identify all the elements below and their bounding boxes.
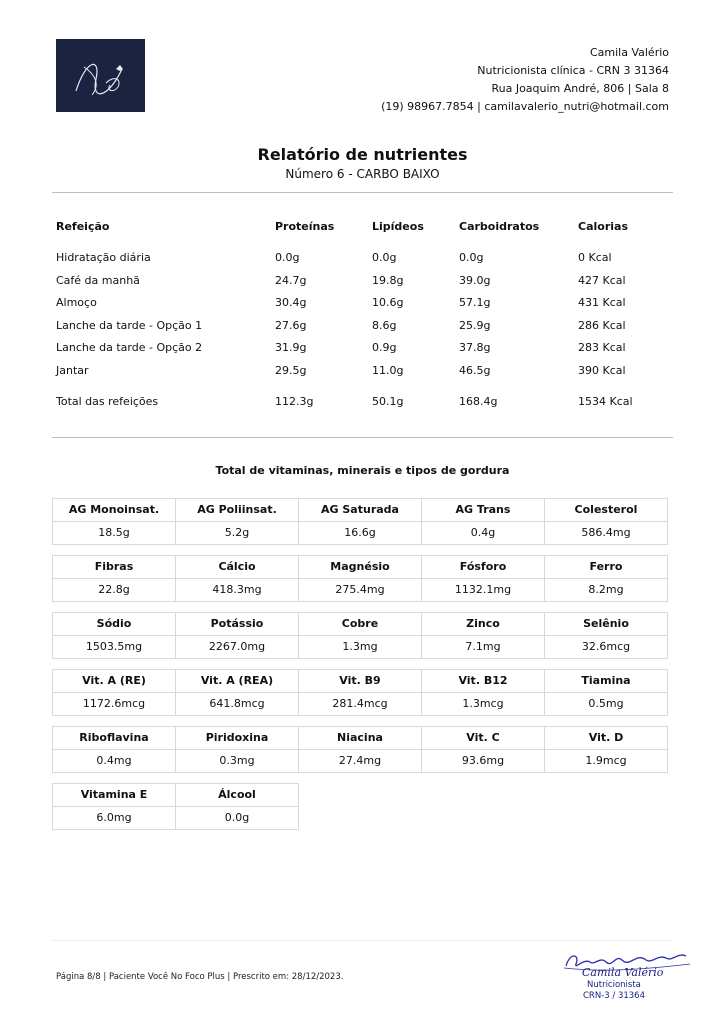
nutrient-value: 1.3mg: [342, 640, 378, 653]
practitioner-contact: (19) 98967.7854 | camilavalerio_nutri@hotmail.com: [381, 100, 669, 113]
nutrient-cell: [421, 726, 545, 773]
nutrient-cell: [175, 555, 299, 602]
meal-value: 0.9g: [372, 341, 397, 354]
nutrient-label: Vitamina E: [53, 784, 175, 807]
meals-table-header: [56, 220, 676, 251]
nutrient-cell: [298, 726, 422, 773]
meal-value: 431 Kcal: [578, 296, 626, 309]
nutrient-value: 16.6g: [344, 526, 376, 539]
nutrient-value: 1172.6mcg: [82, 697, 146, 710]
nutrient-value: 18.5g: [98, 526, 130, 539]
nutrient-cell: [544, 555, 668, 602]
divider: [52, 437, 673, 438]
nutrient-label: Vit. D: [545, 727, 667, 750]
nutrient-cell: [52, 555, 176, 602]
nutrient-value: 0.3mg: [219, 754, 255, 767]
nutrient-block: [52, 612, 673, 659]
practitioner-address: Rua Joaquim André, 806 | Sala 8: [491, 82, 669, 95]
meal-value: 37.8g: [459, 341, 491, 354]
signature-name: Camila Valério: [582, 966, 664, 979]
total-cell: Total das refeições: [56, 395, 159, 408]
meals-total-row: [56, 395, 676, 418]
nutrient-label: Fibras: [53, 556, 175, 579]
meal-value: 39.0g: [459, 273, 491, 287]
nutrient-label: AG Monoinsat.: [53, 499, 175, 522]
signature-crn: CRN-3 / 31364: [583, 991, 645, 1001]
meal-value: 57.1g: [459, 296, 491, 309]
practitioner-name: Camila Valério: [589, 46, 669, 59]
report-subtitle: Número 6 - CARBO BAIXO: [285, 167, 440, 181]
nutrient-label: Vit. A (RE): [53, 670, 175, 693]
column-header: Lipídeos: [372, 220, 424, 233]
nutrient-value: 32.6mcg: [581, 640, 631, 653]
meal-value: 27.6g: [275, 318, 307, 332]
nutrient-label: Sódio: [53, 613, 175, 636]
nutrient-cell: [52, 783, 176, 830]
column-header: Refeição: [56, 220, 110, 233]
nutrient-cell: [175, 669, 299, 716]
meal-row: [56, 274, 676, 297]
nutrient-cell: [175, 726, 299, 773]
nutrient-block: [52, 783, 673, 830]
nutrient-label: Niacina: [299, 727, 421, 750]
logo-monogram-icon: [56, 39, 145, 112]
nutrient-value: 1132.1mg: [454, 583, 512, 596]
nutrient-block: [52, 498, 673, 545]
nutrient-cell: [298, 498, 422, 545]
practitioner-header: [381, 44, 669, 116]
page-footer: Página 8/8 | Paciente Você No Foco Plus | Prescrito em: 28/12/2023.: [56, 972, 344, 982]
meal-value: 8.6g: [372, 318, 397, 332]
meal-value: 19.8g: [372, 273, 404, 287]
nutrient-value: 1.9mcg: [585, 754, 627, 767]
meal-value: 283 Kcal: [578, 341, 626, 354]
nutrient-label: Zinco: [422, 613, 544, 636]
meal-value: 0.0g: [372, 251, 397, 264]
column-header: Carboidratos: [459, 220, 540, 233]
meal-value: 10.6g: [372, 296, 404, 309]
nutrient-value: 7.1mg: [465, 640, 501, 653]
nutrient-value: 27.4mg: [338, 754, 382, 767]
meal-value: 46.5g: [459, 363, 491, 377]
total-cell: 50.1g: [372, 395, 404, 408]
signature-stamp: [560, 946, 700, 1004]
meal-value: 0.0g: [275, 251, 300, 264]
nutrient-value: 0.4g: [470, 526, 496, 539]
nutrient-label: Vit. B9: [299, 670, 421, 693]
divider: [52, 192, 673, 193]
total-cell: 112.3g: [275, 395, 314, 408]
meal-row: [56, 341, 676, 364]
meal-name: Almoço: [56, 296, 97, 309]
nutrient-label: Colesterol: [545, 499, 667, 522]
meal-row: [56, 251, 676, 274]
meal-value: 29.5g: [275, 363, 307, 377]
nutrient-label: AG Saturada: [299, 499, 421, 522]
meal-row: [56, 319, 676, 342]
nutrient-label: Álcool: [176, 784, 298, 807]
nutrient-value: 0.4mg: [96, 754, 132, 767]
nutrient-value: 6.0mg: [96, 811, 132, 824]
brand-logo: [56, 39, 145, 112]
column-header: Calorias: [578, 220, 628, 233]
nutrient-cell: [421, 555, 545, 602]
meal-name: Café da manhã: [56, 273, 140, 287]
nutrient-cell: [298, 612, 422, 659]
meal-value: 24.7g: [275, 273, 307, 287]
meal-row: [56, 296, 676, 319]
meal-value: 286 Kcal: [578, 318, 626, 332]
nutrient-value: 1503.5mg: [85, 640, 143, 653]
nutrient-cell: [421, 669, 545, 716]
nutrient-label: Selênio: [545, 613, 667, 636]
meal-value: 25.9g: [459, 318, 491, 332]
nutrient-label: Vit. C: [422, 727, 544, 750]
nutrient-value: 1.3mcg: [462, 697, 504, 710]
nutrient-cell: [298, 555, 422, 602]
meal-row: [56, 364, 676, 387]
total-cell: 168.4g: [459, 395, 498, 408]
nutrient-value: 418.3mg: [212, 583, 262, 596]
nutrients-grid: [52, 498, 673, 840]
nutrient-value: 641.8mcg: [209, 697, 265, 710]
nutrient-value: 5.2g: [224, 526, 250, 539]
meal-name: Jantar: [56, 363, 89, 377]
nutrient-cell: [421, 498, 545, 545]
total-cell: 1534 Kcal: [578, 395, 633, 408]
nutrient-label: Magnésio: [299, 556, 421, 579]
nutrient-value: 275.4mg: [335, 583, 385, 596]
meal-value: 427 Kcal: [578, 273, 626, 287]
practitioner-credential: Nutricionista clínica - CRN 3 31364: [477, 64, 669, 77]
nutrient-cell: [544, 726, 668, 773]
nutrient-label: Tiamina: [545, 670, 667, 693]
nutrient-cell: [175, 612, 299, 659]
meal-value: 390 Kcal: [578, 363, 626, 377]
meal-name: Hidratação diária: [56, 251, 151, 264]
meal-name: Lanche da tarde - Opção 1: [56, 318, 203, 332]
nutrient-cell: [544, 498, 668, 545]
nutrient-label: Vit. B12: [422, 670, 544, 693]
nutrient-cell: [52, 498, 176, 545]
nutrient-value: 0.5mg: [588, 697, 624, 710]
nutrient-label: Fósforo: [422, 556, 544, 579]
meal-value: 31.9g: [275, 341, 307, 354]
meal-value: 30.4g: [275, 296, 307, 309]
nutrient-cell: [298, 669, 422, 716]
nutrient-label: Riboflavina: [53, 727, 175, 750]
nutrient-value: 93.6mg: [461, 754, 505, 767]
nutrients-section-title: Total de vitaminas, minerais e tipos de gordura: [215, 464, 510, 477]
meal-value: 0 Kcal: [578, 251, 612, 264]
nutrient-value: 22.8g: [98, 583, 130, 596]
nutrient-label: AG Trans: [422, 499, 544, 522]
column-header: Proteínas: [275, 220, 335, 233]
nutrient-value: 586.4mg: [581, 526, 631, 539]
divider: [52, 940, 673, 941]
nutrient-cell: [52, 726, 176, 773]
nutrient-label: AG Poliinsat.: [176, 499, 298, 522]
nutrient-value: 0.0g: [224, 811, 250, 824]
nutrient-value: 281.4mcg: [332, 697, 388, 710]
nutrient-cell: [175, 498, 299, 545]
nutrient-label: Cálcio: [176, 556, 298, 579]
signature-role: Nutricionista: [587, 980, 641, 990]
nutrient-label: Ferro: [545, 556, 667, 579]
nutrient-block: [52, 555, 673, 602]
meal-value: 0.0g: [459, 251, 484, 264]
nutrient-cell: [52, 669, 176, 716]
nutrient-label: Piridoxina: [176, 727, 298, 750]
nutrient-block: [52, 669, 673, 716]
nutrient-cell: [421, 612, 545, 659]
nutrient-cell: [52, 612, 176, 659]
nutrient-cell: [544, 612, 668, 659]
report-title: Relatório de nutrientes: [257, 145, 468, 164]
nutrient-block: [52, 726, 673, 773]
meal-name: Lanche da tarde - Opção 2: [56, 341, 203, 354]
nutrient-value: 8.2mg: [588, 583, 624, 596]
meal-value: 11.0g: [372, 363, 404, 377]
nutrient-label: Cobre: [299, 613, 421, 636]
nutrient-label: Potássio: [176, 613, 298, 636]
nutrient-value: 2267.0mg: [208, 640, 266, 653]
nutrient-label: Vit. A (REA): [176, 670, 298, 693]
meals-table: [56, 220, 676, 418]
nutrient-cell: [175, 783, 299, 830]
nutrient-cell: [544, 669, 668, 716]
